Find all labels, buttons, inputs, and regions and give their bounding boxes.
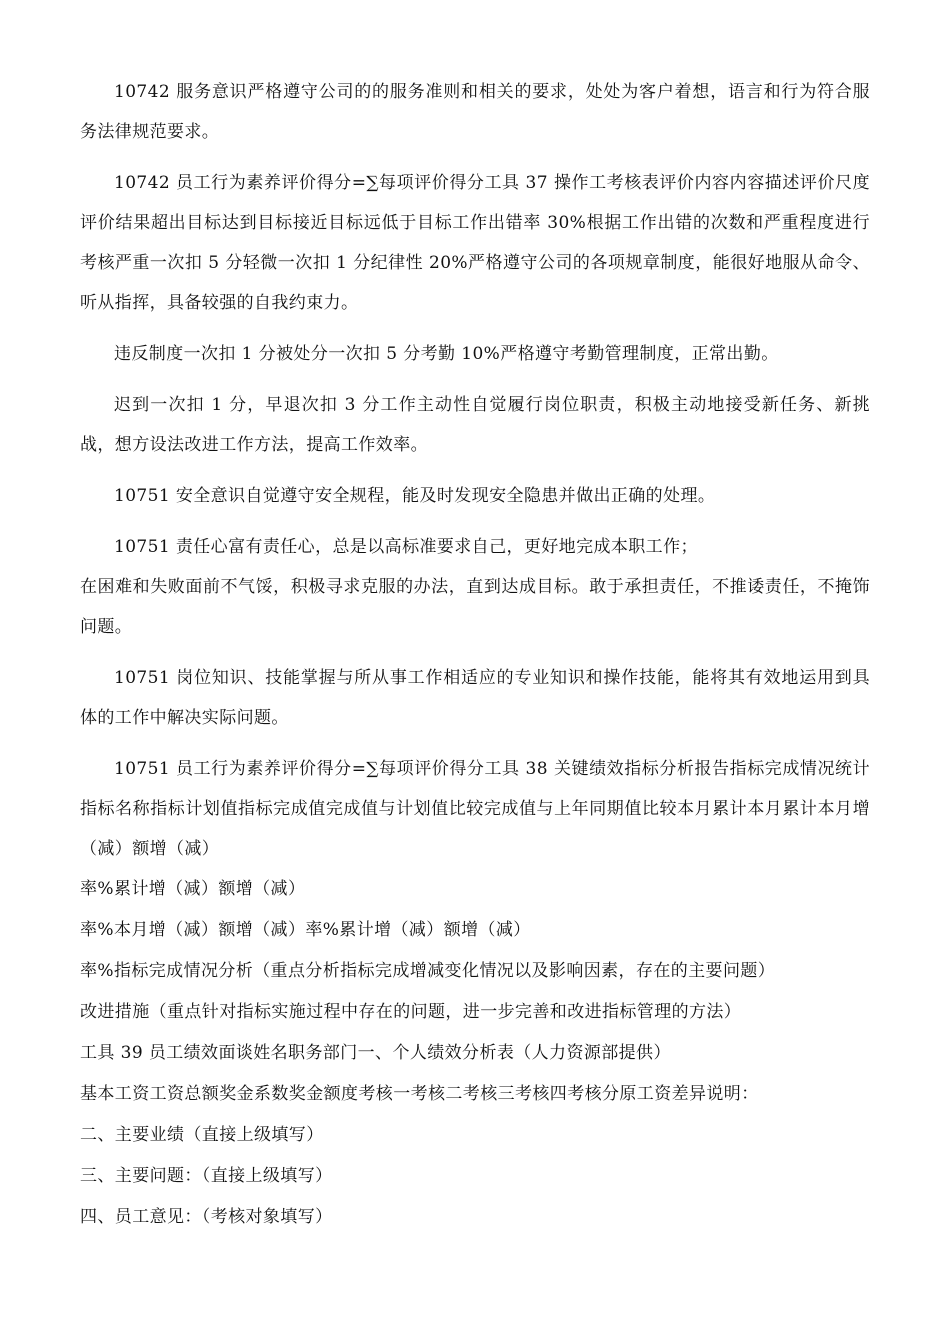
line-section-main-achievements: 二、主要业绩（直接上级填写） <box>80 1125 324 1145</box>
line-improvement-measures: 改进措施（重点针对指标实施过程中存在的问题，进一步完善和改进指标管理的方法） <box>80 1002 742 1022</box>
line-salary-fields: 基本工资工资总额奖金系数奖金额度考核一考核二考核三考核四考核分原工资差异说明： <box>80 1084 759 1104</box>
paragraph-lateness-initiative: 迟到一次扣 1 分，早退次扣 3 分工作主动性自觉履行岗位职责，积极主动地接受新任务、新挑战，想方设法改进工作方法，提高工作效率。 <box>80 395 870 455</box>
paragraph-tool-38-kpi-report: 10751 员工行为素养评价得分=∑每项评价得分工具 38 关键绩效指标分析报告指标完成情况统计指标名称指标计划值指标完成值完成值与计划值比较完成值与上年同期值比较本月累计本月累计本月增（减）额增（减） <box>80 759 870 859</box>
line-indicator-analysis: 率%指标完成情况分析（重点分析指标完成增减变化情况以及影响因素，存在的主要问题） <box>80 961 776 981</box>
responsibility-line-2: 在困难和失败面前不气馁，积极寻求克服的办法，直到达成目标。敢于承担责任，不推诿责任，不掩饰问题。 <box>80 577 870 637</box>
paragraph-responsibility <box>80 527 870 647</box>
line-rate-cumulative: 率%累计增（减）额增（减） <box>80 879 306 899</box>
document-body <box>80 72 870 1238</box>
line-section-main-problems: 三、主要问题：（直接上级填写） <box>80 1166 333 1186</box>
line-rate-monthly: 率%本月增（减）额增（减）率%累计增（减）额增（减） <box>80 920 531 940</box>
paragraph-tool-37-operator-assessment: 10742 员工行为素养评价得分=∑每项评价得分工具 37 操作工考核表评价内容内容描述评价尺度评价结果超出目标达到目标接近目标远低于目标工作出错率 30%根据工作出错的次数和严重程度进行考核严重一次扣 5 分轻微一次扣 1 分纪律性 20%严格遵守公司的各项规章制度，能很好地服从命令、听从指挥，具备较强的自我约束力。 <box>80 173 870 313</box>
paragraph-safety-awareness: 10751 安全意识自觉遵守安全规程，能及时发现安全隐患并做出正确的处理。 <box>114 486 716 506</box>
paragraph-violation-rules: 违反制度一次扣 1 分被处分一次扣 5 分考勤 10%严格遵守考勤管理制度，正常出勤。 <box>114 344 779 364</box>
paragraph-job-knowledge: 10751 岗位知识、技能掌握与所从事工作相适应的专业知识和操作技能，能将其有效地运用到具体的工作中解决实际问题。 <box>80 668 870 728</box>
line-tool-39-interview: 工具 39 员工绩效面谈姓名职务部门一、个人绩效分析表（人力资源部提供） <box>80 1043 671 1063</box>
responsibility-line-1: 10751 责任心富有责任心，总是以高标准要求自己，更好地完成本职工作； <box>114 537 698 557</box>
line-section-employee-opinion: 四、员工意见：（考核对象填写） <box>80 1207 333 1227</box>
paragraph-service-awareness: 10742 服务意识严格遵守公司的的服务准则和相关的要求，处处为客户着想，语言和行为符合服务法律规范要求。 <box>80 82 870 142</box>
